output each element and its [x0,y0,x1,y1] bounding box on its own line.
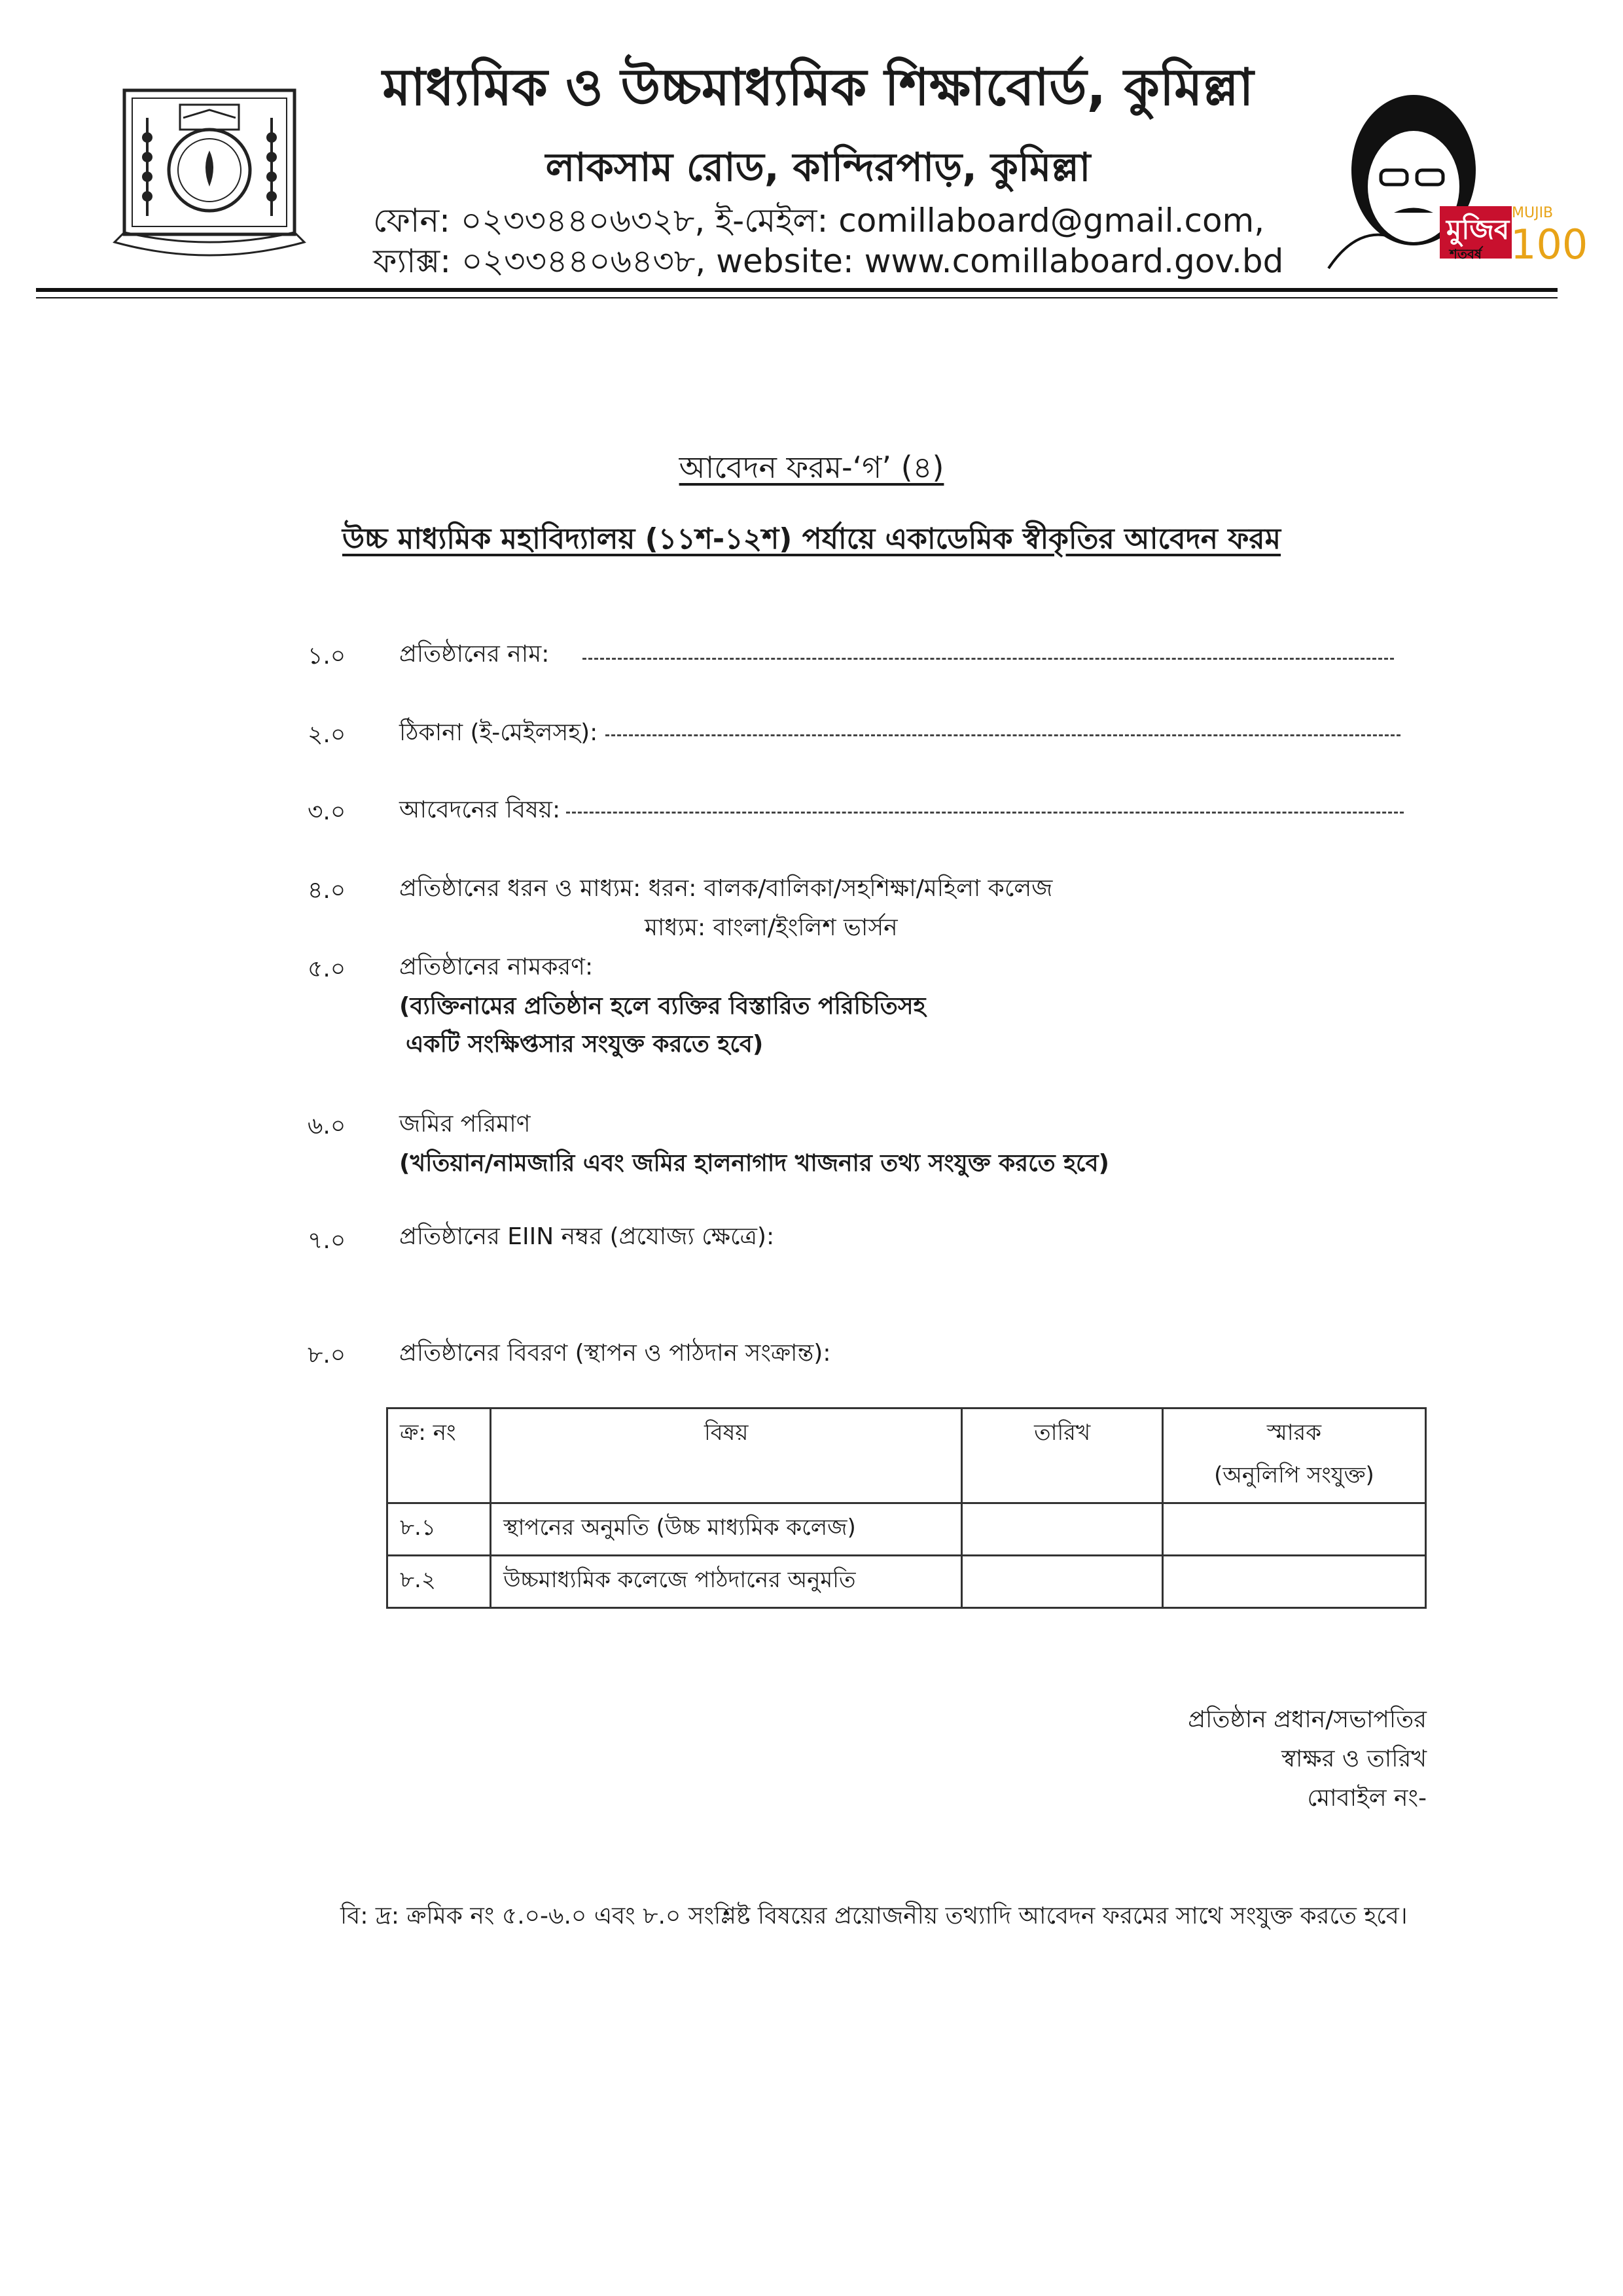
row-2-sl: ৮.২ [387,1556,491,1608]
signature-line-3: মোবাইল নং- [1307,1785,1427,1812]
item-1-fill-line[interactable] [582,658,1394,660]
item-3-fill-line[interactable] [566,812,1404,814]
row-1-subject: স্থাপনের অনুমতি (উচ্চ মাধ্যমিক কলেজ) [491,1503,962,1556]
item-6-label: জমির পরিমাণ [399,1111,531,1138]
form-title: আবেদন ফরম-‘গ’ (৪) [679,450,944,485]
col-header-subject: বিষয় [491,1408,962,1503]
item-8-number: ৮.০ [308,1342,346,1369]
svg-text:100: 100 [1510,221,1588,268]
item-6-number: ৬.০ [308,1113,346,1139]
item-4-number: ৪.০ [308,877,346,904]
col-header-date: তারিখ [962,1408,1163,1503]
item-5-note-2: একটি সংক্ষিপ্তসার সংযুক্ত করতে হবে) [406,1031,764,1058]
item-7-label: প্রতিষ্ঠানের EIIN নম্বর (প্রযোজ্য ক্ষেত্রে): [399,1223,775,1250]
row-2-subject: উচ্চমাধ্যমিক কলেজে পাঠদানের অনুমতি [491,1556,962,1608]
item-2-fill-line[interactable] [605,734,1400,736]
item-4-medium: মাধ্যম: বাংলা/ইংলিশ ভার্সন [645,914,898,941]
svg-text:মুজিব: মুজিব [1446,213,1510,245]
row-1-date[interactable] [962,1503,1163,1556]
row-2-memo[interactable] [1162,1556,1425,1608]
contact-fax-website: ফ্যাক্স: ০২৩৩৪৪০৬৪৩৮, website: www.comillaboard.gov.bd [373,242,1284,280]
item-8-label: প্রতিষ্ঠানের বিবরণ (স্থাপন ও পাঠদান সংক্রান্ত): [399,1340,831,1367]
item-1-label: প্রতিষ্ঠানের নাম: [399,641,550,668]
footnote: বি: দ্র: ক্রমিক নং ৫.০-৬.০ এবং ৮.০ সংশ্লিষ্ট বিষয়ের প্রয়োজনীয় তথ্যাদি আবেদন ফরমের সাথে সংযুক্ত করতে হবে। [340,1903,1408,1929]
item-7-number: ৭.০ [308,1227,346,1254]
contact-phone-email: ফোন: ০২৩৩৪৪০৬৩২৮, ই-মেইল: comillaboard@gmail.com, [373,202,1265,240]
board-name: মাধ্যমিক ও উচ্চমাধ্যমিক শিক্ষাবোর্ড, কুমিল্লা [382,58,1254,117]
table-row [387,1556,1426,1608]
signature-line-1: প্রতিষ্ঠান প্রধান/সভাপতির [1188,1706,1427,1733]
item-3-number: ৩.০ [308,798,346,825]
item-5-number: ৫.০ [308,956,346,982]
item-4-label: প্রতিষ্ঠানের ধরন ও মাধ্যম: ধরন: বালক/বালিকা/সহশিক্ষা/মহিলা কলেজ [399,875,1053,902]
col-header-memo-line2: (অনুলিপি সংযুক্ত) [1214,1462,1374,1488]
header-rule-thin [36,297,1558,298]
details-table [386,1407,1427,1609]
svg-text:MUJIB: MUJIB [1512,205,1554,221]
col-header-sl: ক্র: নং [387,1408,491,1503]
item-2-label: ঠিকানা (ই-মেইলসহ): [399,719,598,746]
col-header-memo [1162,1408,1425,1503]
form-subtitle: উচ্চ মাধ্যমিক মহাবিদ্যালয় (১১শ-১২শ) পর্যায়ে একাডেমিক স্বীকৃতির আবেদন ফরম [342,522,1281,556]
item-2-number: ২.০ [308,721,346,748]
table-row [387,1503,1426,1556]
item-3-label: আবেদনের বিষয়: [399,797,561,823]
signature-line-2: স্বাক্ষর ও তারিখ [1281,1746,1427,1772]
svg-text:শতবর্ষ: শতবর্ষ [1450,246,1482,262]
board-seal-logo [111,79,308,262]
table-header-row [387,1408,1426,1503]
item-6-note: (খতিয়ান/নামজারি এবং জমির হালনাগাদ খাজনার তথ্য সংযুক্ত করতে হবে) [399,1150,1109,1177]
col-header-memo-line1: স্মারক [1266,1420,1322,1446]
header-rule-thick [36,288,1558,292]
row-2-date[interactable] [962,1556,1163,1608]
item-5-note-1: (ব্যক্তিনামের প্রতিষ্ঠান হলে ব্যক্তির বিস্তারিত পরিচিতিসহ [399,993,926,1020]
mujib-100-logo [1315,72,1588,275]
item-5-label: প্রতিষ্ঠানের নামকরণ: [399,954,594,980]
row-1-memo[interactable] [1162,1503,1425,1556]
row-1-sl: ৮.১ [387,1503,491,1556]
item-1-number: ১.০ [308,643,346,670]
board-address: লাকসাম রোড, কান্দিরপাড়, কুমিল্লা [545,145,1091,190]
